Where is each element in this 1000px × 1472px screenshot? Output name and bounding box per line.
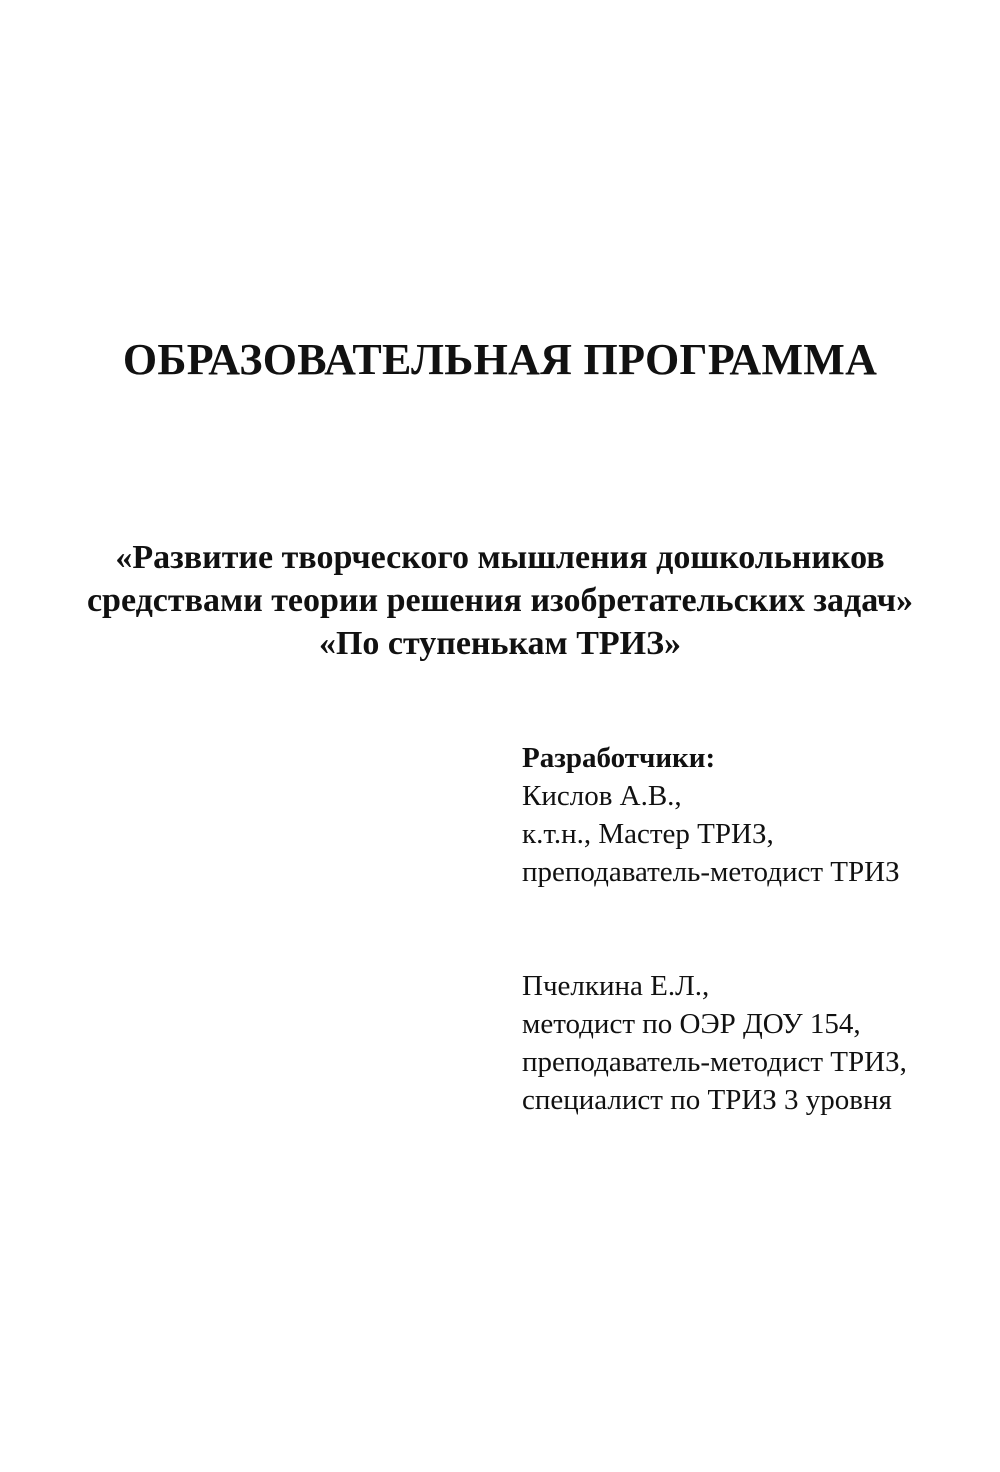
author-block-kislov bbox=[522, 777, 982, 891]
authors-heading: Разработчики: bbox=[522, 742, 716, 774]
author-block-pchelkina bbox=[522, 967, 982, 1119]
authors-section bbox=[522, 739, 982, 1119]
author-name: Кислов А.В., bbox=[522, 780, 682, 812]
author-credential: методист по ОЭР ДОУ 154, bbox=[522, 1008, 861, 1040]
author-credential: преподаватель-методист ТРИЗ bbox=[522, 856, 900, 888]
author-credential: преподаватель-методист ТРИЗ, bbox=[522, 1046, 907, 1078]
program-name-line-3: «По ступенькам ТРИЗ» bbox=[318, 625, 682, 662]
author-name: Пчелкина Е.Л., bbox=[522, 970, 710, 1002]
program-name-line-2: средствами теории решения изобретательских задач» bbox=[86, 582, 914, 619]
author-credential: специалист по ТРИЗ 3 уровня bbox=[522, 1084, 892, 1116]
program-name-line-1: «Развитие творческого мышления дошкольников bbox=[115, 539, 885, 576]
program-name bbox=[0, 536, 1000, 665]
document-title: ОБРАЗОВАТЕЛЬНАЯ ПРОГРАММА bbox=[122, 335, 878, 384]
author-credential: к.т.н., Мастер ТРИЗ, bbox=[522, 818, 774, 850]
